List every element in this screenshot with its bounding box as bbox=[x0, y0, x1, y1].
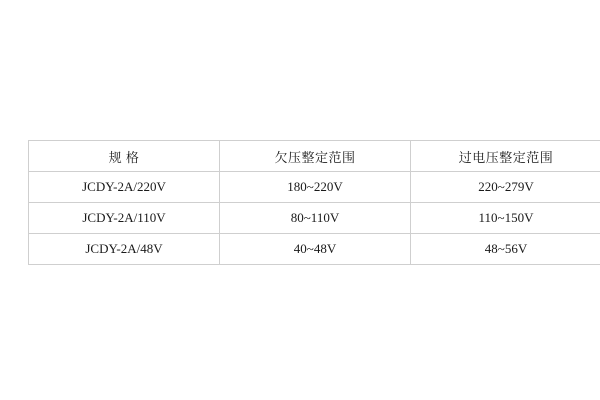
table-cell-overvoltage-range: 220~279V bbox=[411, 172, 600, 203]
table-header-cell-spec: 规 格 bbox=[29, 141, 220, 172]
table-header-cell-overvoltage-range: 过电压整定范围 bbox=[411, 141, 600, 172]
table-cell-undervoltage-range: 180~220V bbox=[220, 172, 411, 203]
table-cell-undervoltage-range: 80~110V bbox=[220, 203, 411, 234]
table-cell-spec: JCDY-2A/48V bbox=[29, 234, 220, 265]
table-header-cell-undervoltage-range: 欠压整定范围 bbox=[220, 141, 411, 172]
table-header-row bbox=[29, 141, 600, 172]
table-row bbox=[29, 172, 600, 203]
table-cell-overvoltage-range: 110~150V bbox=[411, 203, 600, 234]
table-cell-overvoltage-range: 48~56V bbox=[411, 234, 600, 265]
table-cell-spec: JCDY-2A/220V bbox=[29, 172, 220, 203]
specification-table bbox=[28, 140, 600, 265]
table-cell-spec: JCDY-2A/110V bbox=[29, 203, 220, 234]
table-row bbox=[29, 203, 600, 234]
table-row bbox=[29, 234, 600, 265]
table-cell-undervoltage-range: 40~48V bbox=[220, 234, 411, 265]
